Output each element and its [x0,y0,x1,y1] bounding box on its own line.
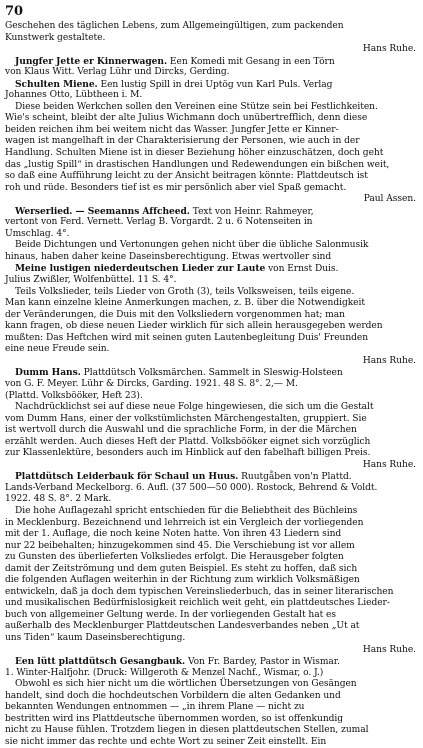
line-text: entwickeln, daß ja doch dem typischen Vereinsliederbuch, das in seiner literarischen [5,586,394,597]
text-line [5,183,418,195]
line-text: Een lustig Spill in drei Uptög vun Karl Puls. Verlag [100,79,333,90]
line-text: beiden reichen ihm bei weitem nicht das Wasser. Jungfer Jette er Kinner- [5,124,339,135]
reviewer-signature: Paul Assen. [363,194,416,205]
text-line [5,494,418,506]
line-text: Julius Zwißler, Wolfenbüttel. 11 S. 4°. [5,275,177,286]
line-text: zur Klassenlektüre, besonders auch im Hinblick auf den fabelhaft billigen Preis. [5,448,371,459]
review-entry [5,367,418,471]
text-line [5,379,418,391]
line-text: von G. F. Meyer. Lühr & Dircks, Garding. 1921. 48 S. 8°. 2,— M. [5,378,298,389]
text-line [5,298,418,310]
line-text: Wie's scheint, bleibt der alte Julius Wichmann doch unübertrefflich, denn diese [5,113,368,124]
text-line [5,321,418,333]
review-entries [5,21,418,748]
line-text: 1. Winter-Halfjohr. (Druck: Willgeroth & Menzel Nachf., Wismar, o. J.) [5,667,324,678]
line-text: vom Dumm Hans, einer der volkstümlichsten Märchengestalten, gruppiert. Sie [5,413,367,424]
text-line [5,598,418,610]
line-text: Lands-Verband Meckelborg. 6. Aufl. (37 500—50 000). Rostock, Behrend & Voldt. [5,482,378,493]
line-text: Ruutgåben von'n Plattd. [241,472,352,483]
text-line [5,367,418,379]
line-text: Die hohe Auflagezahl spricht entschieden für die Beliebtheit des Büchleins [15,505,358,516]
text-line [5,725,418,737]
line-text: ist wertvoll durch die Auswahl und die sprachliche Form, in der die Märchen [5,425,357,436]
text-line [5,471,418,483]
text-line [5,310,418,322]
text-line [5,125,418,137]
text-line [5,702,418,714]
line-text: von Ernst Duis. [268,264,339,275]
text-line [5,587,418,599]
review-entry [5,206,418,264]
text-line [5,518,418,530]
line-text: mußten: Das Heftchen wird mit seinen guten Lautenbegleitung Duis' Freunden [5,332,369,343]
text-line [5,263,418,275]
line-text: erzählt werden. Auch dieses Heft der Plattd. Volksbööker eignet sich vorzüglich [5,436,371,447]
text-line [5,229,418,241]
line-text: Man kann einzelne kleine Anmerkungen machen, z. B. über die Notwendigkeit [5,298,365,309]
line-text: handelt, sind doch die hochdeutschen Vorbildern die alten Gedanken und [5,690,341,701]
text-line [5,633,418,645]
line-text: Umschlag. 4°. [5,228,70,239]
entry-title: Jungfer Jette er Kinnerwagen. [15,55,168,67]
line-text: Handlung. Schulten Miene ist in dieser Beziehung höher einzuschätzen, doch geht [5,148,384,159]
text-line [5,621,418,633]
review-entry [5,56,418,79]
review-entry [5,79,418,206]
line-text: Teils Volkslieder, teils Lieder von Groth (3), teils Volksweisen, teils eigene. [15,286,355,297]
text-line [5,217,418,229]
line-text: bekannten Wendungen entnommen — „in ihrem Plane — nicht zu [5,702,305,713]
text-line [5,113,418,125]
text-line [5,171,418,183]
review-entry [5,656,418,748]
line-text: mit der 1. Auflage, die noch keine Noten hatte. Von ihren 43 Liedern sind [5,529,342,540]
line-text: buch von allgemeiner Geltung werde. In der vorliegenden Gestalt hat es [5,609,337,620]
entry-title: Werserlied. — Seemanns Affcheed. [15,205,190,217]
text-line [5,79,418,91]
line-text: sie nicht immer das rechte und echte Wort zu seiner Zeit einstellt. Ein [5,736,327,747]
text-line [5,206,418,218]
text-line [5,414,418,426]
line-text: damit der Zeitströmung und dem guten Beispiel. Es steht zu hoffen, daß sich [5,563,358,574]
review-entry [5,263,418,367]
text-line [5,668,418,680]
line-text: von Klaus Witt. Verlag Lühr und Dircks, Gerding. [5,67,230,78]
text-line [5,437,418,449]
text-line [5,275,418,287]
text-line [5,552,418,564]
text-line [5,564,418,576]
reviewer-signature: Hans Ruhe. [362,459,416,470]
text-line [5,136,418,148]
review-entry [5,471,418,656]
line-text: so daß eine Aufführung leicht zu der Ansicht beitragen könnte: Plattdeutsch ist [5,171,368,182]
line-text: Een Komedi mit Gesang in een Törn [169,56,335,67]
line-text: kann fragen, ob diese neuen Lieder wirklich für sich allein herausgegeben werden [5,321,383,332]
text-line [5,402,418,414]
text-line [5,425,418,437]
text-line [5,483,418,495]
reviewer-signature: Hans Ruhe. [362,644,416,655]
line-text: vertont von Ferd. Vernett. Verlag B. Vorgardt. 2 u. 6 Notenseiten in [5,217,313,228]
line-text: Von Fr. Bardey, Pastor in Wismar. [187,657,340,668]
entry-title: Dumm Hans. [15,367,81,379]
line-text: das „lustig Spill“ in drastischen Handlungen und Redewendungen ein bißchen weit, [5,159,390,170]
line-text: nicht zu Hause fühlen. Trotzdem liegen in diesen plattdeutschen Stellen, zumal [5,725,369,736]
text-line [5,333,418,345]
line-text: roh und rüde. Besonders tief ist es mir persönlich aber viel Spaß gemacht. [5,182,347,193]
line-text: bestritten wird ins Plattdeutsche übernommen worden, so ist offenkundig [5,713,344,724]
line-text: 1922. 48 S. 8°. 2 Mark. [5,494,112,505]
text-line [5,448,418,460]
line-text: Beide Dichtungen und Vertonungen gehen nicht über die übliche Salonmusik [15,240,369,251]
page-number: 70 [5,4,24,19]
line-text: eine neue Freude sein. [5,344,110,355]
line-text: außerhalb des Mecklenburger Plattdeutschen Landesverbandes neben „Ut at [5,621,360,632]
line-text: Nachdrücklichst sei auf diese neue Folge hingewiesen, die sich um die Gestalt [15,402,374,413]
line-text: Plattdütsch Volksmärchen. Sammelt in Sleswig-Holsteen [83,368,343,379]
text-line [5,737,418,748]
entry-title: Een lütt plattdütsch Gesangbauk. [15,656,186,668]
entry-title: Schulten Miene. [15,78,98,90]
text-line [5,240,418,252]
text-line [5,33,418,45]
text-line [5,21,418,33]
entry-title: Plattdütsch Leiderbauk för Schaul un Huus. [15,471,239,483]
line-text: zu Gunsten des überlieferten Volksliedes erfolgt. Die Herausgeber folgten [5,552,344,563]
line-text: nur 22 beibehalten; hinzugekommen sind 45. Die Verschiebung ist vor allem [5,540,355,551]
text-line [5,391,418,403]
line-text: und musikalischen Bedürfnislosigkeit reichlich weit geht, ein plattdeutsches Lieder- [5,598,390,609]
text-line [5,679,418,691]
line-text: Obwohl es sich hier nicht um die wörtlichen Übersetzungen von Gesängen [15,679,357,690]
line-text: Diese beiden Werkchen sollen den Vereinen eine Stütze sein bei Festlichkeiten. [15,101,378,112]
text-line [5,575,418,587]
line-text: hinaus, haben daher keine Daseinsberechtigung. Etwas wertvoller sind [5,251,332,262]
text-line [5,148,418,160]
text-line [5,541,418,553]
text-line [5,714,418,726]
reviewer-signature: Hans Ruhe. [362,355,416,366]
line-text: der Veränderungen, die Duis mit den Volksliedern vorgenommen hat; man [5,309,345,320]
line-text: Johannes Otto, Lübtheen i. M. [5,90,143,101]
text-line [5,287,418,299]
text-line [5,102,418,114]
line-text: uns Tiden“ kaum Daseinsberechtigung. [5,632,186,643]
text-line [5,67,418,79]
text-line [5,252,418,264]
review-entry [5,21,418,56]
text-line [5,90,418,102]
entry-title: Meine lustigen niederdeutschen Lieder zur Laute [15,263,266,275]
line-text: in Mecklenburg. Bezeichnend und lehrreich ist ein Vergleich der vorliegenden [5,517,364,528]
line-text: Geschehen des täglichen Lebens, zum Allgemeingültigen, zum packenden [5,21,344,31]
text-line [5,610,418,622]
line-text: Text von Heinr. Rahmeyer, [192,206,314,217]
text-line [5,344,418,356]
text-line [5,506,418,518]
reviewer-signature: Hans Ruhe. [362,44,416,55]
text-line [5,691,418,703]
text-line [5,160,418,172]
line-text: (Plattd. Volksbööker, Heft 23). [5,390,143,401]
text-line [5,529,418,541]
line-text: wagen ist mangelhaft in der Charakterisierung der Personen, wie auch in der [5,136,360,147]
text-line [5,656,418,668]
line-text: Kunstwerk gestaltete. [5,32,106,43]
text-line [5,56,418,68]
line-text: die folgenden Auflagen weiterhin in der Richtung zum wirklich Volksmäßigen [5,575,360,586]
